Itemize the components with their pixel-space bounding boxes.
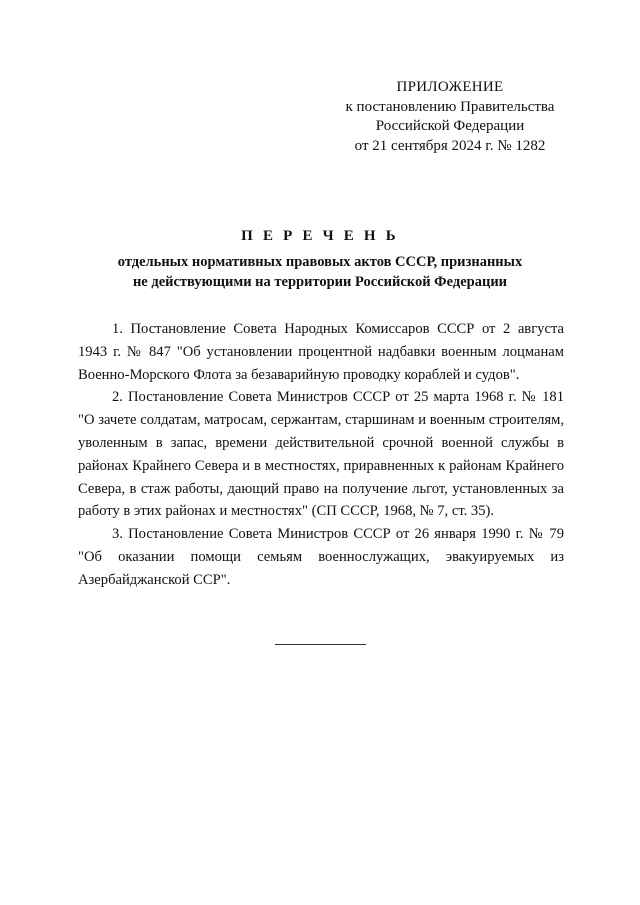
list-item: 3. Постановление Совета Министров СССР от 26 января 1990 г. № 79 "Об оказании помощи семьям военнослужащих, эвакуируемых из Азербайджанской ССР".: [78, 526, 564, 588]
list-item: 1. Постановление Совета Народных Комиссаров СССР от 2 августа 1943 г. № 847 "Об установлении процентной надбавки военным лоцманам Военно-Морского Флота за безаварийную проводку кораблей и судов".: [78, 321, 564, 383]
heading-title: П Е Р Е Ч Е Н Ь: [241, 228, 399, 244]
heading-subtitle-line: не действующими на территории Российской Федерации: [132, 274, 508, 290]
heading-subtitle-line: отдельных нормативных правовых актов СССР, признанных: [117, 254, 523, 270]
appendix-block: [330, 78, 570, 156]
appendix-line-date-number: от 21 сентября 2024 г. № 1282: [354, 137, 546, 154]
appendix-line-government: Российской Федерации: [375, 118, 525, 134]
appendix-title: ПРИЛОЖЕНИЕ: [396, 79, 504, 95]
heading-subtitle: [60, 252, 580, 292]
list-item: 2. Постановление Совета Министров СССР от 25 марта 1968 г. № 181 "О зачете солдатам, матросам, сержантам, старшинам и военным строителям, уволенным в запас, времени действительной срочной военной службы в районах Крайнего Севера и в местностях, приравненных к районам Крайнего Севера, в стаж работы, дающий право на получение льгот, установленных за работу в этих районах и местностях" (СП СССР, 1968, № 7, ст. 35).: [78, 389, 564, 520]
closing-divider: [275, 644, 366, 645]
document-heading: [60, 226, 580, 292]
acts-list: [78, 318, 564, 592]
appendix-line-resolution: к постановлению Правительства: [345, 98, 555, 115]
